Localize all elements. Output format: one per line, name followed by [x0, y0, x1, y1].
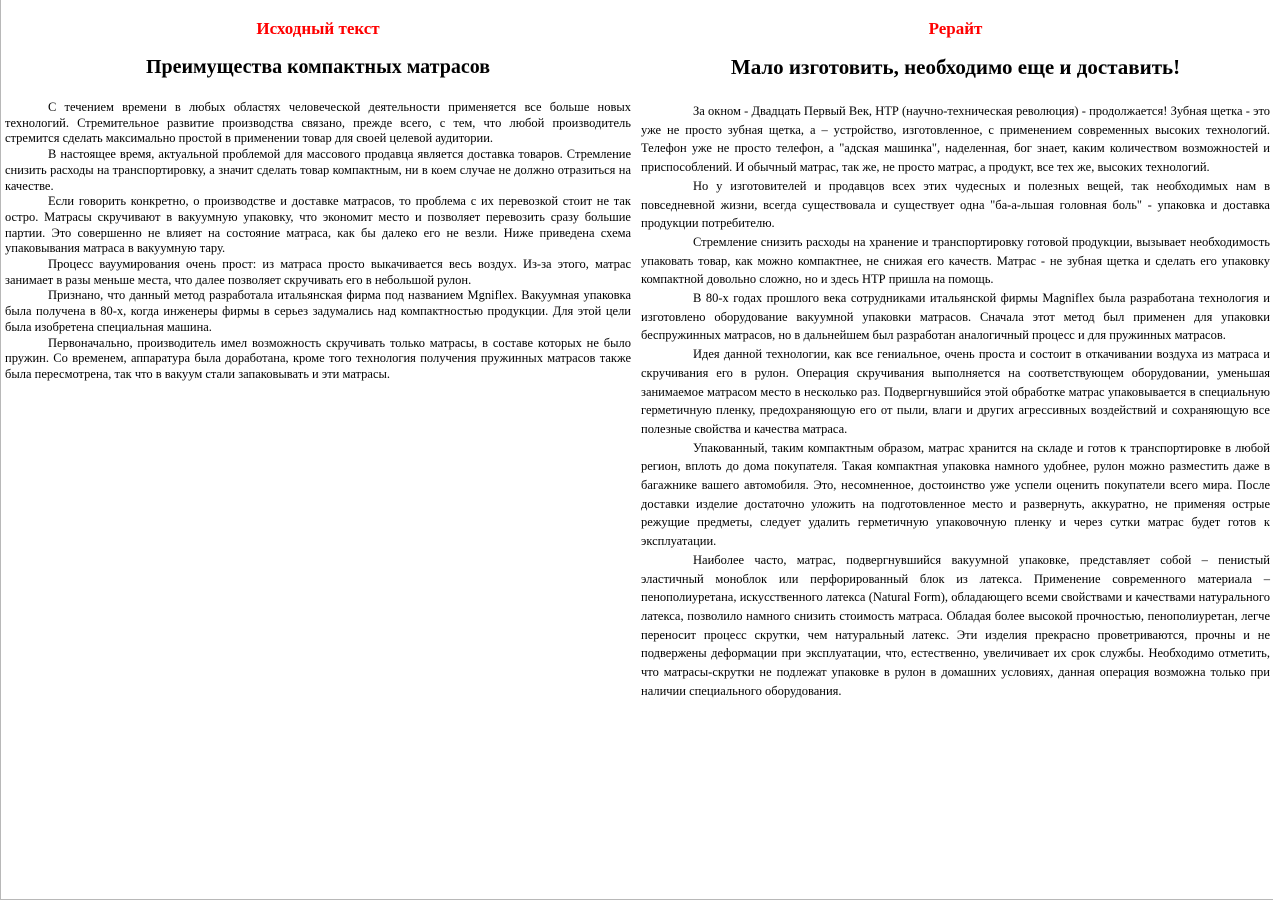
paragraph: Наиболее часто, матрас, подвергнувшийся вакуумной упаковке, представляет собой – пенистый эластичный моноблок или перфорированный блок из латекса. Применение современного материала – пенополиуретана, искусственного латекса (Natural Form), обладающего всеми свойствами и качествами натурального латекса, позволило намного снизить стоимость матраса. Обладая более высокой прочностью, пенополиуретан, легче переносит процесс скрутки, чем натуральный латекс. Эти изделия прекрасно проветриваются, прочны и не подвержены деформации при эксплуатации, что, естественно, увеличивает их срок службы. Необходимо отметить, что матрасы-скрутки не подлежат упаковке в рулон в домашних условиях, данная операция возможна только при наличии специального оборудования.: [641, 552, 1270, 698]
paragraph: Но у изготовителей и продавцов всех этих чудесных и полезных вещей, так необходимых нам в повседневной жизни, всегда существовала и существует одна "ба-а-льшая головная боль" - упаковка и доставка продукции потребителю.: [641, 178, 1270, 231]
paragraph: Упакованный, таким компактным образом, матрас хранится на складе и готов к транспортировке в любой регион, вплоть до дома покупателя. Такая компактная упаковка намного удобнее, рулон можно разместить даже в багажнике вашего автомобиля. Это, несомненное, достоинство уже успели оценить покупатели всего мира. После доставки изделие достаточно уложить на подготовленное место и развернуть, аккуратно, не применяя острые режущие предметы, следует удалить герметичную упаковочную пленку и через сутки матрас будет готов к эксплуатации.: [641, 440, 1270, 549]
paragraph: С течением времени в любых областях человеческой деятельности применяется все больше новых технологий. Стремительное развитие производства связано, прежде всего, с тем, что любой производитель стремится сделать максимально простой в применении товар для своей целевой аудитории.: [5, 100, 631, 146]
paragraph: В 80-х годах прошлого века сотрудниками итальянской фирмы Magniflex была разработана технология и изготовлено оборудование вакуумной упаковки матрасов. Сначала этот метод был применен для упаковки беспружинных матрасов, но в дальнейшем был разработан аналогичный процесс и для пружинных матрасов.: [641, 291, 1270, 343]
paragraph: За окном - Двадцать Первый Век, НТР (научно-техническая революция) - продолжается! Зубная щетка - это уже не просто зубная щетка, а – устройство, изготовленное, с применением современных высоких технологий. Телефон уже не просто телефон, а "адская машинка", наделенная, бог знает, каким количеством возможностей и приспособлений. И обычный матрас, так же, не просто матрас, а продукт, все тех же, высоких технологий.: [641, 104, 1270, 175]
rewrite-body: [641, 102, 1270, 701]
paragraph: Признано, что данный метод разработала итальянская фирма под названием Mgniflex. Вакуумная упаковка была получена в 80-х, когда инженеры фирмы в серьез задумались над компактностью продукции. Для этой цели была изобретена специальная машина.: [5, 288, 631, 334]
paragraph: Стремление снизить расходы на хранение и транспортировку готовой продукции, вызывает необходимость упаковать товар, как можно компактнее, не снижая его качеств. Матрас - не зубная щетка и сделать его упаковку компактной довольно сложно, но и здесь НТР пришла на помощь.: [641, 234, 1270, 287]
original-text-body: [5, 100, 631, 383]
paragraph: Идея данной технологии, как все гениальное, очень проста и состоит в откачивании воздуха из матраса и скручивания его в рулон. Операция скручивания выполняется на соответствующем оборудовании, уменьшая занимаемое матрасом место в несколько раз. Подвергнувшийся этой обработке матрас упаковывается в специальную герметичную пленку, предохраняющую его от пыли, влаги и других агрессивных воздействий и сохраняющую все полезные свойства и качества матраса.: [641, 347, 1270, 436]
rewrite-label: Рерайт: [928, 19, 983, 38]
original-text-label: Исходный текст: [256, 19, 380, 38]
paragraph: В настоящее время, актуальной проблемой для массового продавца является доставка товаров. Стремление снизить расходы на транспортировку, а значит сделать товар компактным, ни в коем случае не должно отразиться на качестве.: [5, 147, 631, 193]
paragraph: Первоначально, производитель имел возможность скручивать только матрасы, в составе которых не было пружин. Со временем, аппаратура была доработана, кроме того технология получения пружинных матрасов также была пересмотрена, так что в вакуум стали запаковывать и эти матрасы.: [5, 335, 631, 381]
original-text-title: Преимущества компактных матрасов: [145, 56, 491, 78]
paragraph: Если говорить конкретно, о производстве и доставке матрасов, то проблема с их перевозкой стоит не так остро. Матрасы скручивают в вакуумную упаковку, что экономит место и позволяет перевозить сразу большие партии. Это совершенно не влияет на состояние матраса, как бы далеко его не везли. Ниже приведена схема упаковывания матраса в вакуумную тару.: [5, 194, 631, 256]
rewrite-title: Мало изготовить, необходимо еще и доставить!: [730, 55, 1181, 79]
paragraph: Процесс вауумирования очень прост: из матраса просто выкачивается весь воздух. Из-за этого, матрас занимает в разы меньше места, что далее позволяет скручивать его в небольшой рулон.: [5, 257, 631, 287]
